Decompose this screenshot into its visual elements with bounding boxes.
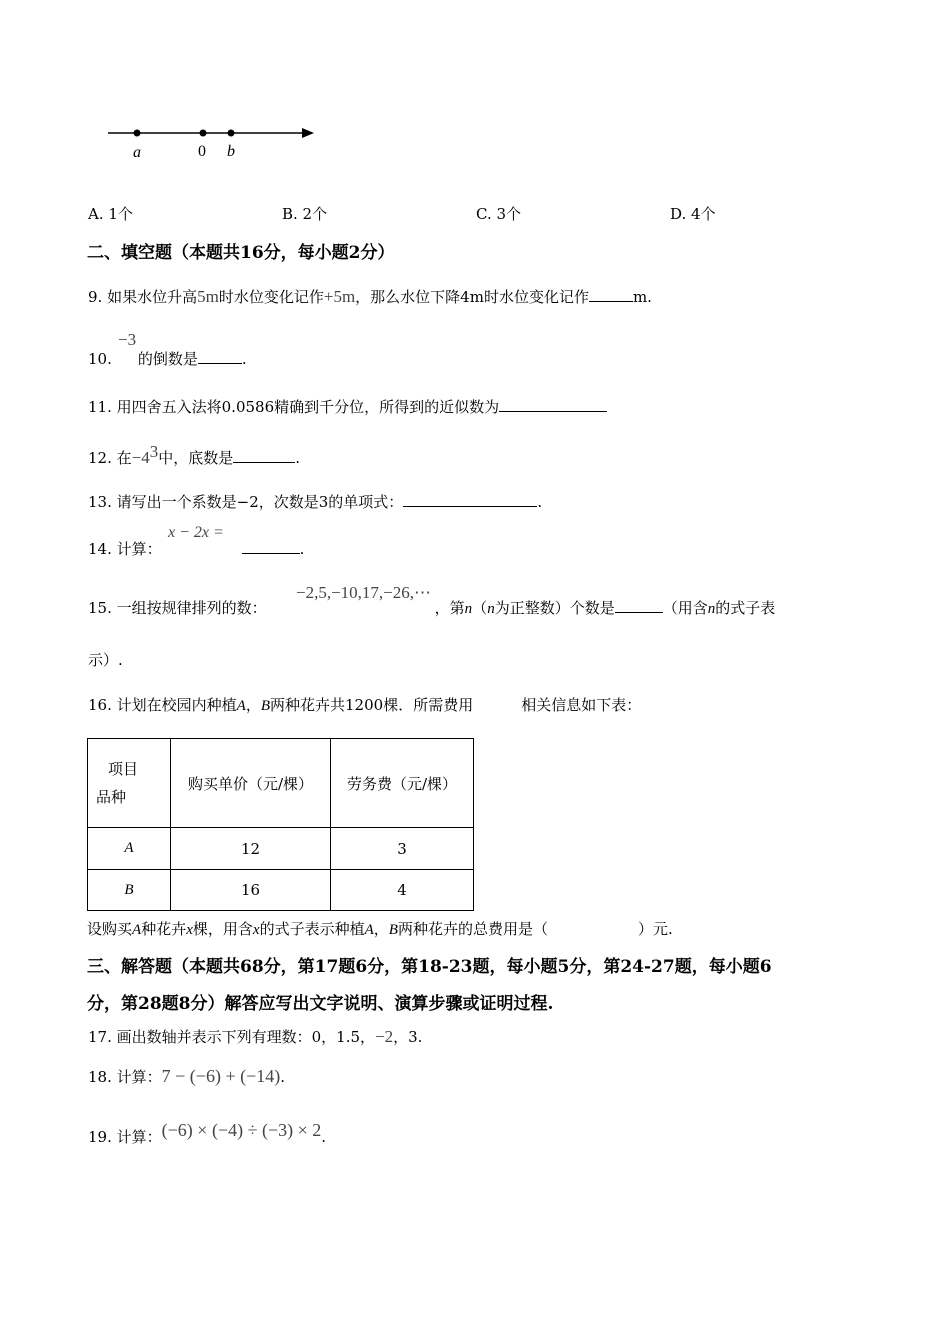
q19-math: (−6) × (−4) ÷ (−3) × 2 [161,1120,322,1140]
q15-n-3: n [707,601,716,617]
q10-math: −3 [118,330,137,349]
q9-math-1: 5m [197,287,219,306]
q16-tail-B: B [388,922,398,938]
q18-number: 18. [88,1068,112,1086]
question-17 [88,1026,422,1047]
q18-text-2: . [280,1068,286,1086]
header-variety-label: 品种 [96,788,127,806]
q13-text-2: . [537,493,543,511]
option-d: D. 4个 [670,205,716,223]
q9-math-2: +5m [323,287,356,306]
q12-text-2: 中，底数是 [158,449,234,467]
q18-text-1: 计算： [116,1068,162,1086]
q17-text-1: 画出数轴并表示下列有理数：0，1.5， [116,1028,376,1046]
question-12 [88,442,300,468]
q16-tail-2: 种花卉 [141,920,187,938]
q19-number: 19. [88,1128,112,1146]
question-16-tail [87,918,673,939]
q15-text-1: 一组按规律排列的数： [116,599,267,617]
question-11 [88,396,607,417]
question-19 [88,1120,327,1147]
q14-text-2: . [299,540,305,558]
q12-number: 12. [88,449,112,467]
q16-separator: ， [245,696,261,714]
section2-title: 二、填空题（本题共16分，每小题2分） [87,243,395,263]
q17-math: −2 [375,1027,394,1046]
q16-tail-A2: A [364,922,374,938]
q15-n-2: n [487,601,495,617]
q16-tail-3: 棵，用含 [192,920,253,938]
q15-blank [615,598,663,613]
option-b: B. 2个 [282,205,328,223]
q10-text-2: . [241,350,247,368]
table-header-row [88,739,474,828]
question-14 [88,538,304,559]
q9-text-1: 如果水位升高 [107,288,198,306]
q15-n-1: n [464,601,473,617]
option-c: C. 3个 [476,205,522,223]
q16-text-2: 两种花卉共1200棵．所需费用 [270,696,474,714]
q10-text-1: 的倒数是 [137,350,198,368]
q16-B: B [260,698,271,714]
q15-text-5: （用含 [662,599,708,617]
row-a-labor: 3 [331,828,474,870]
q14-blank [242,539,300,554]
q13-blank [403,492,537,507]
cost-table [87,738,474,911]
q16-tail-6: ）元. [637,920,673,938]
q15-text-4: 为正整数）个数是 [494,599,615,617]
q14-text-1: 计算： [116,540,162,558]
header-cell-price: 购买单价（元/棵） [171,739,331,828]
q16-A: A [236,698,246,714]
q16-tail-x-1: x [186,922,193,938]
q15-text-3: （ [472,599,488,617]
row-a-price: 12 [171,828,331,870]
q19-text-2: . [321,1128,327,1146]
q15-number: 15. [88,599,112,617]
q14-math: x − 2x = [168,524,224,541]
q9-blank [589,287,633,302]
q9-text-2: 时水位变化记作 [218,288,324,306]
row-a-name: A [88,828,171,870]
q9-text-3: ，那么水位下降4m时水位变化记作 [355,288,589,306]
question-13 [88,491,542,512]
point-a [134,130,141,137]
label-a: a [133,144,141,161]
q16-tail-A: A [132,922,142,938]
q9-text-4: m. [632,288,652,306]
question-9 [88,286,652,307]
q18-math: 7 − (−6) + (−14) [161,1066,281,1086]
table-row [88,828,474,870]
label-b: b [227,143,235,160]
q16-tail-1: 设购买 [87,920,133,938]
q10-blank [198,349,242,364]
q15-math: −2,5,−10,17,−26,⋯ [296,583,432,602]
option-a: A. 1个 [88,205,133,223]
q13-text-1: 请写出一个系数是−2，次数是3的单项式： [116,493,404,511]
q12-text-3: . [295,449,301,467]
q16-tail-x-2: x [252,922,260,938]
q9-number: 9. [88,288,103,306]
header-cell-labor: 劳务费（元/棵） [331,739,474,828]
q15-text-7: 示）. [88,651,123,669]
row-b-labor: 4 [331,870,474,911]
q16-text-1: 计划在校园内种植 [116,696,237,714]
label-0: 0 [198,143,206,160]
section3-title-line1: 三、解答题（本题共68分，第17题6分，第18-23题，每小题5分，第24-27题，每小题6 [87,957,772,977]
q14-number: 14. [88,540,112,558]
q19-text-1: 计算： [116,1128,162,1146]
question-10 [88,348,247,369]
point-0 [200,130,207,137]
q11-text-1: 用四舍五入法将0.0586精确到千分位，所得到的近似数为 [116,398,500,416]
q12-blank [233,448,295,463]
q11-number: 11. [88,398,112,416]
q13-number: 13. [88,493,112,511]
q17-number: 17. [88,1028,112,1046]
header-cell-item [88,739,171,828]
section3-title-line2: 分，第28题8分）解答应写出文字说明、演算步骤或证明过程. [87,994,554,1014]
q15-text-2: ，第 [434,599,465,617]
header-item-label: 项目 [108,760,139,778]
row-b-price: 16 [171,870,331,911]
number-line-arrow [302,128,314,138]
point-b [228,130,235,137]
q16-tail-sep: ， [373,920,389,938]
q15-text-6: 的式子表 [715,599,776,617]
q16-number: 16. [88,696,112,714]
question-18 [88,1066,285,1087]
q11-blank [499,397,607,412]
question-16 [88,694,641,715]
q16-text-3: 相关信息如下表： [521,696,642,714]
question-15 [88,597,775,618]
q12-exponent: 3 [149,442,159,461]
q12-text-1: 在 [116,449,132,467]
q16-tail-4: 的式子表示种植 [259,920,365,938]
q17-text-2: ，3. [393,1028,423,1046]
q16-tail-5: 两种花卉的总费用是（ [397,920,548,938]
q12-base: −4 [131,448,150,467]
row-b-name: B [88,870,171,911]
table-row [88,870,474,911]
q10-number: 10. [88,350,112,368]
